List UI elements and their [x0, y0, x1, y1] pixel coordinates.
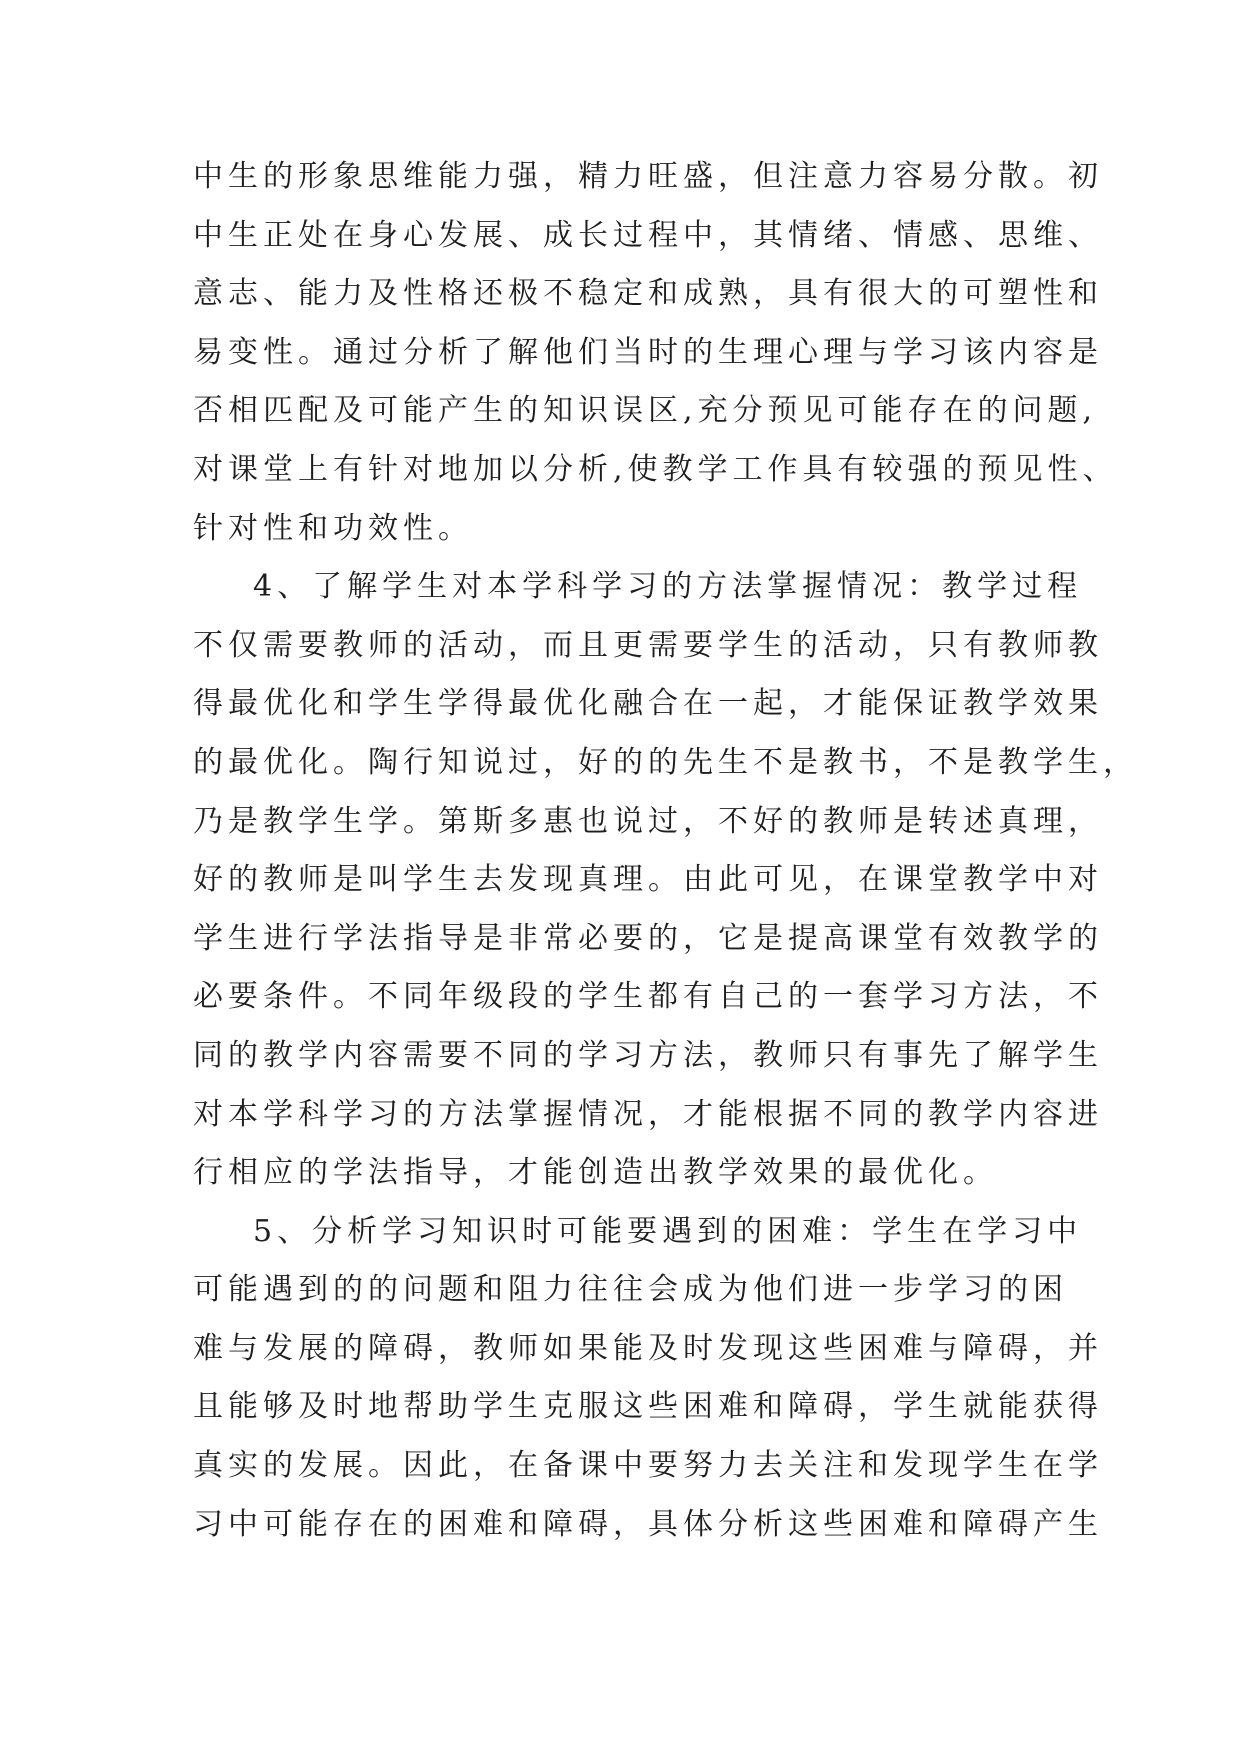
text-line: 对课堂上有针对地加以分析,使教学工作具有较强的预见性、 [193, 451, 1118, 487]
text-line: 难与发展的障碍，教师如果能及时发现这些困难与障碍，并 [193, 1330, 1103, 1366]
text-line: 得最优化和学生学得最优化融合在一起，才能保证教学效果 [193, 686, 1103, 722]
text-line: 不仅需要教师的活动，而且更需要学生的活动，只有教师教 [193, 627, 1103, 663]
text-line: 可能遇到的的问题和阻力往往会成为他们进一步学习的困 [193, 1272, 1068, 1308]
text-line: 否相匹配及可能产生的知识误区,充分预见可能存在的问题, [193, 393, 1098, 429]
document-body [193, 148, 1138, 1554]
text-line: 同的教学内容需要不同的学习方法，教师只有事先了解学生 [193, 1037, 1103, 1073]
text-line: 中生的形象思维能力强，精力旺盛，但注意力容易分散。初 [193, 159, 1103, 194]
paragraph-4 [193, 558, 1138, 1203]
text-line: 乃是教学生学。第斯多惠也说过，不好的教师是转述真理， [193, 803, 1103, 839]
text-line: 中生正处在身心发展、成长过程中，其情绪、情感、思维、 [193, 217, 1103, 253]
text-line: 针对性和功效性。 [193, 510, 473, 546]
text-line: 习中可能存在的困难和障碍，具体分析这些困难和障碍产生 [193, 1506, 1103, 1542]
text-line: 学生进行学法指导是非常必要的，它是提高课堂有效教学的 [193, 920, 1103, 956]
paragraph-5-heading-line: 5、分析学习知识时可能要遇到的困难：学生在学习中 [253, 1213, 1083, 1249]
text-line: 且能够及时地帮助学生克服这些困难和障碍，学生就能获得 [193, 1389, 1103, 1425]
text-line: 的最优化。陶行知说过，好的的先生不是教书，不是教学生， [193, 744, 1138, 780]
text-line: 行相应的学法指导，才能创造出教学效果的最优化。 [193, 1155, 998, 1191]
text-line: 对本学科学习的方法掌握情况，才能根据不同的教学内容进 [193, 1096, 1103, 1132]
paragraph-5 [193, 1203, 1103, 1555]
text-line: 易变性。通过分析了解他们当时的生理心理与学习该内容是 [193, 334, 1103, 370]
text-line: 必要条件。不同年级段的学生都有自己的一套学习方法，不 [193, 979, 1103, 1015]
text-line: 真实的发展。因此，在备课中要努力去关注和发现学生在学 [193, 1448, 1103, 1484]
text-line: 好的教师是叫学生去发现真理。由此可见，在课堂教学中对 [193, 862, 1103, 898]
text-line: 意志、能力及性格还极不稳定和成熟，具有很大的可塑性和 [193, 276, 1103, 312]
paragraph-4-heading-line: 4、了解学生对本学科学习的方法掌握情况：教学过程 [253, 569, 1083, 605]
paragraph-3 [193, 148, 1118, 558]
